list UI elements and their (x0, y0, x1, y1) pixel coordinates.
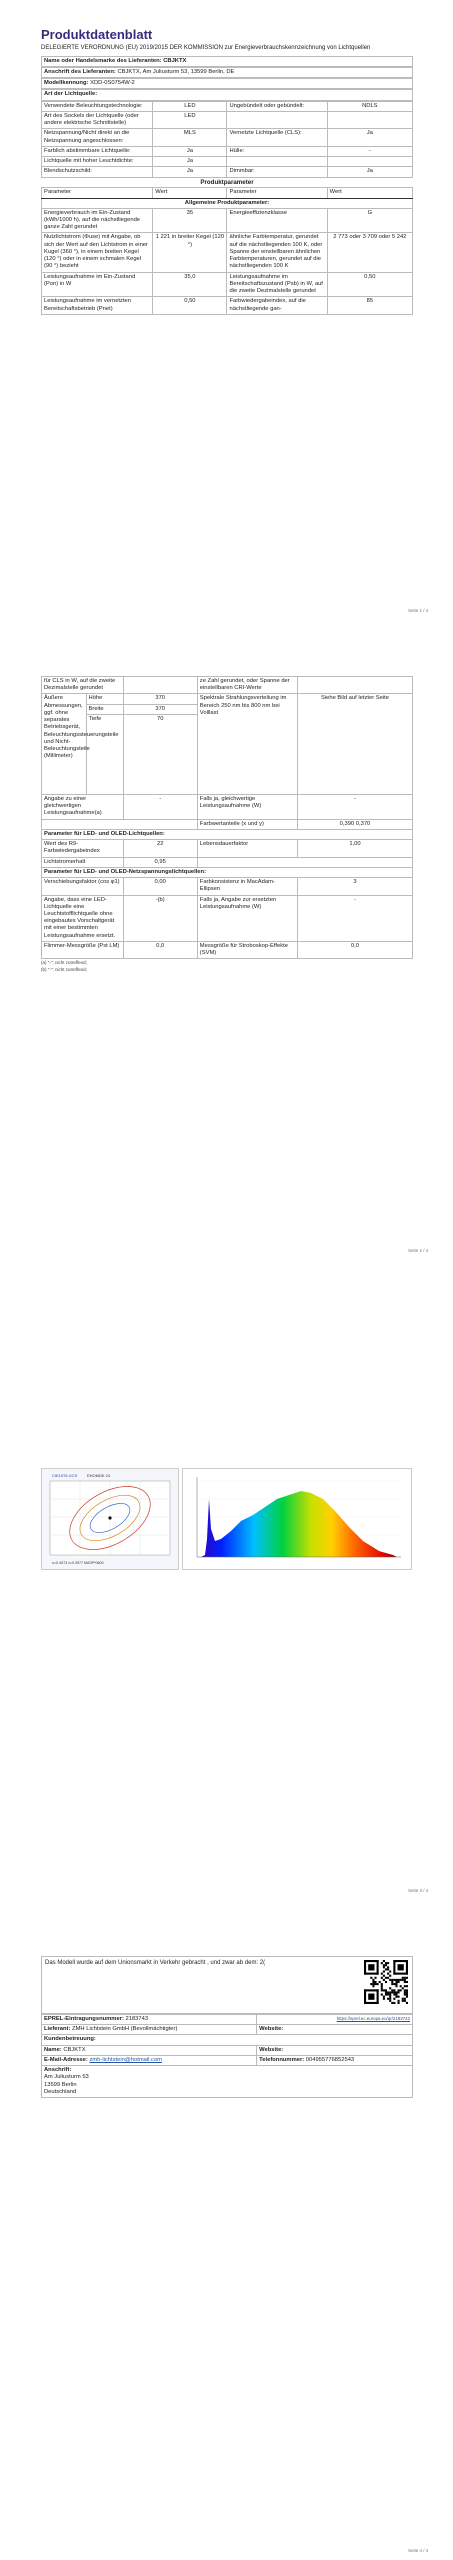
table-cell: -(b) (123, 895, 197, 941)
table-row (42, 941, 413, 958)
qr-code-icon[interactable] (364, 1960, 408, 2004)
table-cell: 0,95 (123, 857, 197, 867)
address-line: Am Juliusturm 53 (44, 2074, 89, 2081)
table-cell: Leistungsaufnahme im Ein-Zustand (Pon) in W (42, 272, 153, 297)
mains-section-heading: Parameter für LED- und OLED-Netzspannungslichtquellen: (42, 867, 413, 877)
table-cell: Lichtquelle mit hoher Leuchtdichte: (42, 157, 153, 167)
table-cell: 35,0 (153, 272, 227, 297)
table-cell (227, 157, 327, 167)
table-cell: 85 (327, 297, 412, 314)
name-cell: Name: CBJKTX (42, 2045, 257, 2055)
table-cell: MLS (153, 129, 227, 146)
table-cell: Verschiebungsfaktor (cos φ1) (42, 878, 124, 895)
spectral-label: Spektrale Strahlungsverteilung im Bereich 250 nm bis 800 nm bei Volllast (197, 694, 297, 794)
table-cell: Blendschutzschild: (42, 167, 153, 177)
table-cell: - (327, 146, 412, 156)
light-source-type-table (41, 101, 413, 178)
cie-bottom-label: u=0.4073 v=0.3977 MASP*0609 (52, 1561, 104, 1565)
table-cell: 22 (123, 840, 197, 857)
page-number: Seite 4 / 4 (408, 2548, 429, 2553)
table-cell: Leistungsaufnahme im vernetzten Bereitschaftsbetrieb (Pnet) (42, 297, 153, 314)
table-cell: LED (153, 101, 227, 111)
page-4-content (41, 1956, 413, 2098)
table-cell: Ja (327, 167, 412, 177)
table-row (42, 794, 413, 819)
table-cell: Farbkonsistenz in MacAdam-Ellipsen (197, 878, 297, 895)
table-cell: - (297, 794, 412, 819)
table-cell: 0,0 (297, 941, 412, 958)
table-cell (297, 677, 412, 694)
table-cell: Farbwiedergabeindex, auf die nächstliegende gan- (227, 297, 327, 314)
table-cell (42, 819, 198, 829)
table-cell: ähnliche Farbtemperatur, gerundet auf die nächstliegenden 100 K, oder Spanne der einstellbaren ähnlichen Farbtemperaturen, gerundet auf die nächstliegenden 100 K (227, 233, 327, 272)
cie-chromaticity-diagram (41, 1468, 179, 1570)
table-row (42, 2015, 413, 2025)
table-cell: Energieeffizienzklasse (227, 208, 327, 233)
table-cell: Vernetzte Lichtquelle (CLS): (227, 129, 327, 146)
table-cell: NDLS (327, 101, 412, 111)
market-text: Das Modell wurde auf dem Unionsmarkt in Verkehr gebracht , und zwar ab dem: 2( (45, 1960, 266, 1966)
product-params-table (41, 187, 413, 315)
dim-width-value: 370 (123, 704, 197, 714)
table-cell (327, 157, 412, 167)
table-cell: Angabe zu einer gleichwertigen Leistungsaufnahme(a) (42, 794, 124, 819)
table-row (42, 840, 413, 857)
table-cell: Dimmbar: (227, 167, 327, 177)
table-row (42, 111, 413, 128)
model-id: Modellkennung: XDD-0S0754W-2 (41, 78, 413, 89)
address-line: 13599 Berlin (44, 2081, 77, 2088)
table-cell (197, 857, 412, 867)
eprel-cell: EPREL-Eintragungsnummer: 2183743 (42, 2015, 257, 2025)
header-cell: Parameter (227, 188, 327, 198)
table-cell: 35 (153, 208, 227, 233)
table-cell: Falls ja, Angabe zur ersetzten Leistungsaufnahme (W) (197, 895, 297, 941)
spectral-value: Siehe Bild auf letzter Seite (297, 694, 412, 794)
table-cell: Leistungsaufnahme im Bereitschaftszustand (Psb) in W, auf die zweite Dezimalstelle gerundet (227, 272, 327, 297)
table-cell: Lebensdauerfaktor (197, 840, 297, 857)
page-2-content (41, 676, 413, 973)
table-cell: Wert des R9-Farbwiedergabeindex (42, 840, 124, 857)
table-cell: LED (153, 111, 227, 128)
table-cell: Messgröße für Stroboskop-Effekte (SVM) (197, 941, 297, 958)
dim-height-value: 370 (123, 694, 197, 704)
footnote-b: (b) "-": nicht zutreffend; (41, 967, 87, 973)
page-number: Seite 1 / 4 (408, 608, 429, 613)
table-cell: Hülle: (227, 146, 327, 156)
phone-cell: Telefonnummer: 004955776852543 (257, 2055, 413, 2065)
product-params-heading: Produktparameter (200, 178, 254, 186)
table-row (42, 694, 413, 704)
page-1-content (41, 27, 413, 315)
address-cell: Anschrift: Am Juliusturm 53 13599 Berlin Deutschland (42, 2066, 413, 2098)
table-cell: 3 (297, 878, 412, 895)
website-label: Website: (257, 2025, 413, 2035)
table-row (42, 2055, 413, 2065)
table-cell (227, 111, 327, 128)
table-row (42, 895, 413, 941)
table-row (42, 2035, 413, 2045)
chromaticity-label: Farbwertanteile (x und y) (197, 819, 297, 829)
table-row (42, 2025, 413, 2035)
table-row (42, 101, 413, 111)
table-cell: 0,0 (123, 941, 197, 958)
table-cell: Netzspannung/Nicht direkt an die Netzspannung angeschlossen: (42, 129, 153, 146)
email-cell: E-Mail-Adresse: zmh-lichtstein@hotmail.com (42, 2055, 257, 2065)
table-cell: Energieverbrauch im Ein-Zustand (kWh/1000 h), auf die nächstliegende ganze Zahl gerundet (42, 208, 153, 233)
eprel-link-cell (257, 2015, 413, 2025)
page-3 (0, 1280, 453, 1900)
table-cell: Verwendete Beleuchtungstechnologie: (42, 101, 153, 111)
page-number: Seite 3 / 4 (408, 1888, 429, 1893)
dim-depth-label: Tiefe (86, 714, 123, 794)
table-cell: 2 773 oder 3 709 oder 5 242 (327, 233, 412, 272)
led-section-heading: Parameter für LED- und OLED-Lichtquellen: (42, 829, 413, 839)
table-row (42, 878, 413, 895)
supplier-info-table (41, 2014, 413, 2098)
supplier-name: Name oder Handelsmarke des Lieferanten: CBJKTX (41, 56, 413, 67)
table-cell: Ja (153, 146, 227, 156)
table-cell: Falls ja, gleichwertige Leistungsaufnahme (W) (197, 794, 297, 819)
table-cell: 1 221 in breiter Kegel (120 °) (153, 233, 227, 272)
dim-depth-value: 70 (123, 714, 197, 794)
table-row (42, 157, 413, 167)
table-cell: Ja (153, 157, 227, 167)
page-4 (0, 1920, 453, 2560)
table-cell: 0,50 (327, 272, 412, 297)
eprel-link[interactable]: https://eprel.ec.europa.eu/qr/2183743 (336, 2016, 410, 2021)
table-cell: Farblich abstimmbare Lichtquelle: (42, 146, 153, 156)
table-cell: Nutzlichtstrom (Φuse) mit Angabe, ob sich der Wert auf den Lichtstrom in einer Kugel (360 °), in einem breiten Kegel (120 °) oder in einem schmalen Kegel (90 °) bezieht (42, 233, 153, 272)
dim-height-label: Höhe (86, 694, 123, 704)
page-1 (0, 0, 453, 620)
table-row (42, 297, 413, 314)
table-cell (123, 677, 197, 694)
customer-service-heading: Kundenbetreuung: (42, 2035, 413, 2045)
chromaticity-value: 0,390 0,370 (297, 819, 412, 829)
cie-ellipse-plot (42, 1469, 178, 1569)
dim-width-label: Breite (86, 704, 123, 714)
address-line: Deutschland (44, 2088, 77, 2095)
header-cell: Parameter (42, 188, 153, 198)
spectrum-plot (183, 1469, 411, 1569)
header-cell: Wert (153, 188, 227, 198)
table-cell: für CLS in W, auf die zweite Dezimalstelle gerundet (42, 677, 124, 694)
table-row (42, 857, 413, 867)
market-box (41, 1956, 413, 2014)
table-cell: Flimmer-Messgröße (Pst LM) (42, 941, 124, 958)
table-row (42, 2066, 413, 2098)
page-2 (0, 640, 453, 1260)
document-title: Produktdatenblatt (41, 27, 153, 42)
cie-label-2: EHOMDE 24 (87, 1473, 111, 1478)
table-row (42, 677, 413, 694)
table-cell: Ungebündelt oder gebündelt: (227, 101, 327, 111)
table-cell: Ja (327, 129, 412, 146)
table-row (42, 272, 413, 297)
spectral-distribution-chart (182, 1468, 412, 1570)
table-cell (327, 111, 412, 128)
general-params-heading: Allgemeine Produktparameter: (42, 198, 413, 208)
table-row (42, 208, 413, 233)
table-row (42, 819, 413, 829)
footnote-a: (a) "-": nicht zutreffend; (41, 960, 87, 966)
supplier-address: Anschrift des Lieferanten: CBJKTX, Am Juliusturm 53, 13599 Berlin, DE (41, 67, 413, 78)
table-row (42, 129, 413, 146)
table-row (42, 233, 413, 272)
email-link[interactable]: zmh-lichtstein@hotmail.com (89, 2056, 163, 2063)
table-cell: G (327, 208, 412, 233)
table-row (42, 167, 413, 177)
dimensions-label: Äußere Abmessungen, ggf. ohne separates Betriebsgerät, Beleuchtungssteuerungsteile und Nicht-Beleuchtungsteile (Millimeter) (42, 694, 87, 794)
eprel-number: 2183743 (125, 2016, 149, 2022)
table-cell: - (297, 895, 412, 941)
table-row (42, 2045, 413, 2055)
table-cell: Lichtstromerhalt (42, 857, 124, 867)
table-header-row (42, 188, 413, 198)
params-continued-table (41, 676, 413, 959)
table-cell: Art des Sockels der Lichtquelle (oder andere elektrische Schnittstelle) (42, 111, 153, 128)
table-row (42, 146, 413, 156)
table-cell: 0,50 (153, 297, 227, 314)
regulation-text: DELEGIERTE VERORDNUNG (EU) 2019/2015 DER KOMMISSION zur Energieverbrauchskennzeichnung von Lichtquellen (41, 45, 371, 52)
header-cell: Wert (327, 188, 412, 198)
light-source-type-heading: Art der Lichtquelle: (41, 89, 413, 100)
table-cell: ze Zahl gerundet, oder Spanne der einstellbaren CRI-Werte (197, 677, 297, 694)
table-cell: 1,00 (297, 840, 412, 857)
table-cell: Ja (153, 167, 227, 177)
supplier-cell: Lieferant: ZMH Lichtstein GmbH (Bevollmächtigter) (42, 2025, 257, 2035)
table-cell: Angabe, dass eine LED-Lichtquelle eine Leuchtstofflichtquelle ohne eingebautes Vorschaltgerät mit einer bestimmten Leistungsaufnahme ersetzt. (42, 895, 124, 941)
cie-label-1: CIE1976 UCS (52, 1473, 78, 1478)
website-label-2: Website: (257, 2045, 413, 2055)
page-number: Seite 2 / 4 (408, 1248, 429, 1253)
table-cell: 0,00 (123, 878, 197, 895)
table-cell: - (123, 794, 197, 819)
